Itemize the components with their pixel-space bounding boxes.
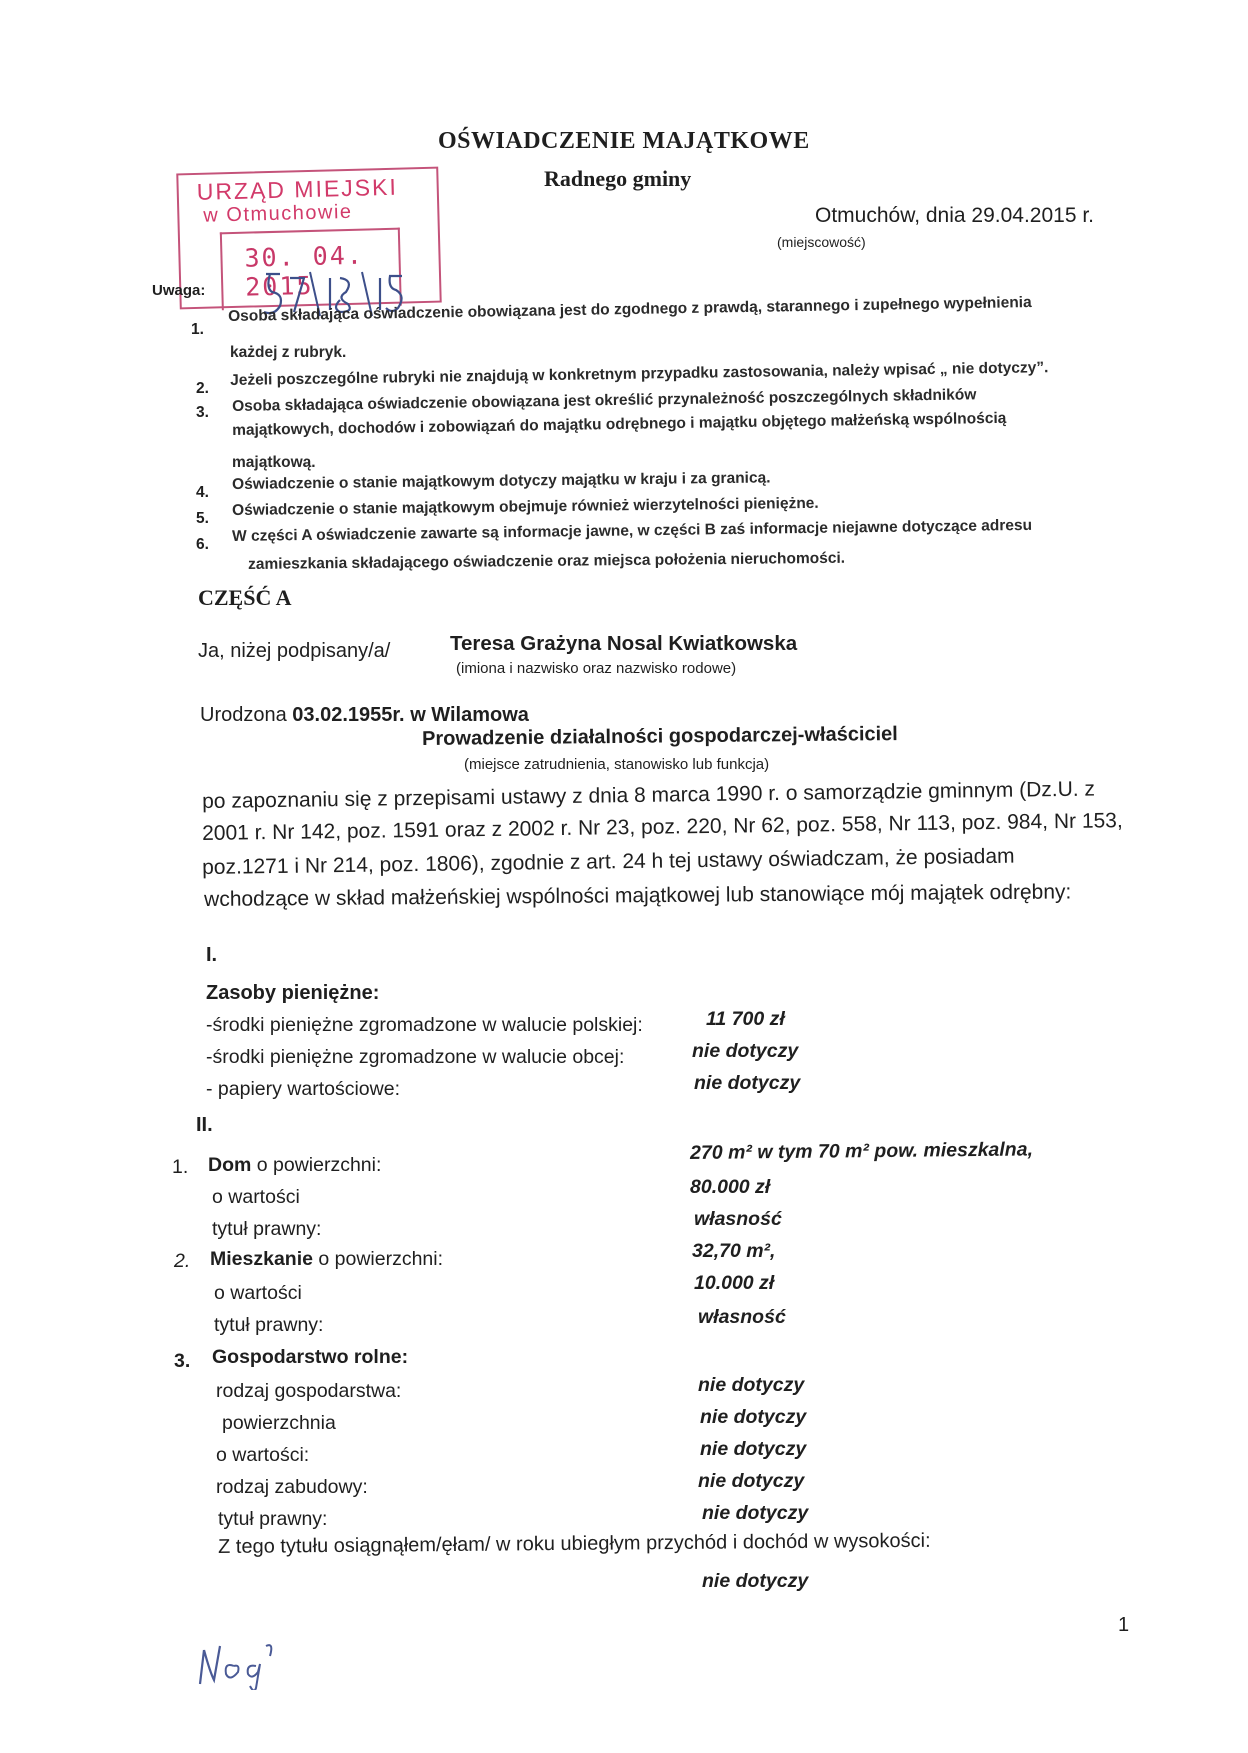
statement-line: po zapoznaniu się z przepisami ustawy z dnia 8 marca 1990 r. o samorządzie gminnym (Dz.U. z — [202, 777, 1096, 813]
securities-label: - papiery wartościowe: — [206, 1078, 400, 1100]
declarant-name-caption: (imiona i nazwisko oraz nazwisko rodowe) — [456, 660, 737, 677]
flat-value: 10.000 zł — [694, 1272, 775, 1294]
farm-value-label: o wartości: — [216, 1444, 310, 1466]
farm-number: 3. — [174, 1350, 191, 1372]
farm-area-label: powierzchnia — [222, 1412, 336, 1434]
farm-buildings-value: nie dotyczy — [698, 1470, 805, 1492]
farm-income-value: nie dotyczy — [702, 1570, 809, 1592]
stamp-date: 30. 04. 2015 — [244, 240, 365, 302]
note-line: Oświadczenie o stanie majątkowym obejmuje również wierzytelności pieniężne. — [232, 494, 819, 519]
farm-area-value: nie dotyczy — [700, 1406, 807, 1428]
note-number: 4. — [196, 484, 209, 501]
notes-heading: Uwaga: — [152, 282, 206, 299]
statement-line: poz.1271 i Nr 214, poz. 1806), zgodnie z art. 24 h tej ustawy oświadczam, że posiadam — [202, 844, 1015, 879]
place-date: Otmuchów, dnia 29.04.2015 r. — [815, 204, 1095, 227]
house-value-label: o wartości — [212, 1186, 300, 1208]
farm-type-value: nie dotyczy — [698, 1374, 805, 1396]
section-2-roman: II. — [196, 1114, 213, 1136]
flat-suffix: o powierzchni: — [312, 1248, 444, 1270]
declarant-name: Teresa Grażyna Nosal Kwiatkowska — [450, 632, 798, 655]
page-number: 1 — [1118, 1614, 1130, 1636]
statement-line: 2001 r. Nr 142, poz. 1591 oraz z 2002 r. Nr 23, poz. 220, Nr 62, poz. 558, Nr 113, poz. 984, Nr 153, — [202, 809, 1123, 845]
note-line: Osoba składająca oświadczenie obowiązana jest określić przynależność poszczególnych składników — [232, 386, 977, 415]
employment: Prowadzenie działalności gospodarczej-właściciel — [422, 723, 898, 750]
house-number: 1. — [172, 1156, 189, 1178]
note-number: 2. — [196, 380, 209, 397]
house-suffix: o powierzchni: — [251, 1154, 382, 1176]
flat-value-label: o wartości — [214, 1282, 302, 1304]
cash-pln-value: 11 700 zł — [706, 1008, 785, 1030]
document-subtitle: Radnego gminy — [544, 166, 692, 191]
farm-buildings-label: rodzaj zabudowy: — [216, 1476, 368, 1498]
document-title: OŚWIADCZENIE MAJĄTKOWE — [438, 128, 810, 154]
farm-income-text: Z tego tytułu osiągnąłem/ęłam/ w roku ubiegłym przychód i dochód w wysokości: — [218, 1529, 931, 1558]
house-title-value: własność — [694, 1208, 782, 1230]
flat-area: 32,70 m², — [692, 1240, 776, 1262]
note-line: zamieszkania składającego oświadczenie oraz miejsca położenia nieruchomości. — [248, 549, 846, 573]
birth-prefix: Urodzona — [200, 704, 287, 726]
section-1-heading: Zasoby pieniężne: — [206, 982, 380, 1004]
note-line: majątkową. — [232, 454, 316, 471]
house-line — [208, 1154, 381, 1177]
flat-title-value: własność — [698, 1306, 786, 1328]
farm-type-label: rodzaj gospodarstwa: — [216, 1380, 402, 1402]
flat-number: 2. — [174, 1250, 191, 1272]
part-a-heading: CZĘŚĆ A — [198, 585, 292, 610]
handwritten-initials — [196, 1636, 286, 1690]
note-line: majątkowych, dochodów i zobowiązań do majątku odrębnego i majątku objętego małżeńską wspólnością — [232, 409, 1007, 439]
birth-place: w Wilamowa — [410, 704, 529, 726]
note-number: 1. — [191, 321, 204, 338]
note-number: 5. — [196, 510, 209, 527]
cash-pln-label: -środki pieniężne zgromadzone w walucie polskiej: — [206, 1014, 643, 1036]
birth-line — [200, 704, 529, 727]
statement-line: wchodzące w skład małżeńskiej wspólności majątkowej lub stanowiące mój majątek odrębny: — [204, 880, 1072, 911]
cash-foreign-value: nie dotyczy — [692, 1040, 799, 1062]
stamp-office-name: URZĄD MIEJSKI — [196, 173, 399, 205]
farm-title-value: nie dotyczy — [702, 1502, 809, 1524]
house-name: Dom — [208, 1154, 252, 1176]
place-caption: (miejscowość) — [777, 234, 866, 250]
birth-date: 03.02.1955r. — [292, 704, 405, 726]
farm-title-label: tytuł prawny: — [218, 1508, 328, 1530]
cash-foreign-label: -środki pieniężne zgromadzone w walucie obcej: — [206, 1046, 625, 1068]
declarant-prefix: Ja, niżej podpisany/a/ — [198, 640, 391, 662]
flat-title-label: tytuł prawny: — [214, 1314, 324, 1336]
flat-line — [210, 1248, 443, 1271]
farm-value-value: nie dotyczy — [700, 1438, 807, 1460]
house-area: 270 m² w tym 70 m² pow. mieszkalna, — [690, 1138, 1034, 1164]
note-line: każdej z rubryk. — [230, 344, 347, 361]
house-value: 80.000 zł — [690, 1176, 771, 1198]
flat-name: Mieszkanie — [210, 1248, 313, 1270]
note-line: Osoba składająca oświadczenie obowiązana jest do zgodnego z prawdą, starannego i zupełnego wypełnienia — [228, 293, 1032, 325]
farm-heading: Gospodarstwo rolne: — [212, 1346, 409, 1368]
note-line: W części A oświadczenie zawarte są informacje jawne, w części B zaś informacje niejawne dotyczące adresu — [232, 516, 1033, 545]
note-number: 3. — [196, 404, 209, 421]
section-1-roman: I. — [206, 944, 218, 966]
securities-value: nie dotyczy — [694, 1072, 801, 1094]
note-line: Jeżeli poszczególne rubryki nie znajdują w konkretnym przypadku zastosowania, należy wpisać „ nie dotyczy”. — [230, 359, 1049, 389]
stamp-office-city: w Otmuchowie — [203, 200, 353, 227]
house-title-label: tytuł prawny: — [212, 1218, 322, 1240]
note-number: 6. — [196, 536, 209, 553]
employment-caption: (miejsce zatrudnienia, stanowisko lub funkcja) — [464, 756, 770, 773]
note-line: Oświadczenie o stanie majątkowym dotyczy majątku w kraju i za granicą. — [232, 469, 771, 493]
